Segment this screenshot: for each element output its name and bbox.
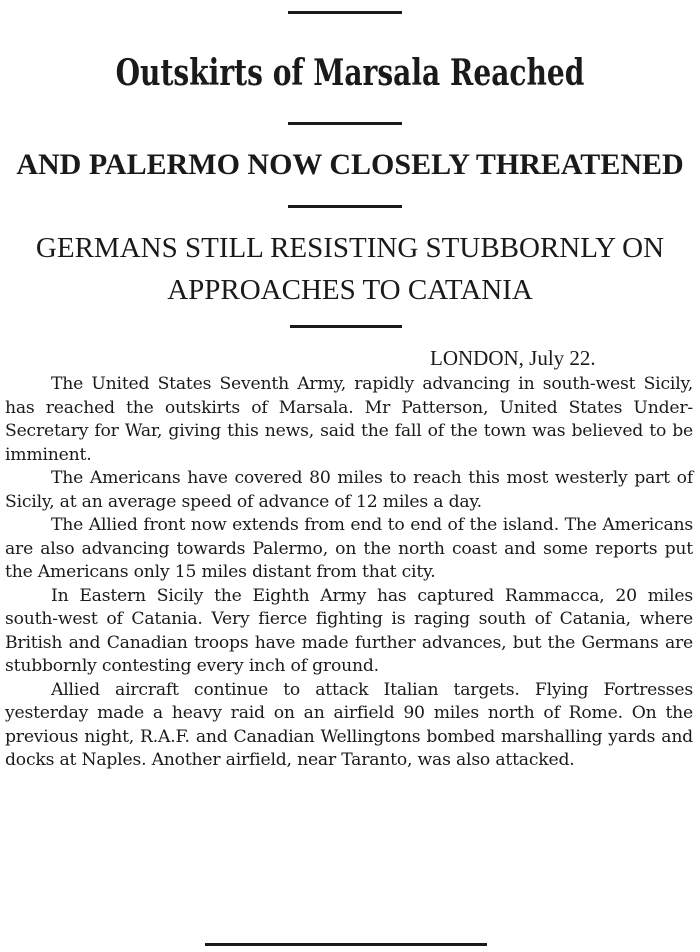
article-body	[5, 373, 693, 773]
paragraph-2: The Americans have covered 80 miles to reach this most westerly part of Sicily, at an average speed of advance of 12 miles a day.	[5, 468, 693, 512]
paragraph-4: In Eastern Sicily the Eighth Army has captured Rammacca, 20 miles south-west of Catania. Very fierce fighting is raging south of Catania, where British and Canadian troops have made further advances, but the Germans are stubbornly contesting every inch of ground.	[5, 585, 693, 676]
deck-line-2: APPROACHES TO CATANIA	[167, 274, 533, 306]
top-divider-rule	[288, 11, 402, 14]
headline-divider-rule	[288, 122, 402, 125]
subheadline: AND PALERMO NOW CLOSELY THREATENED	[16, 148, 684, 181]
dateline: LONDON, July 22.	[430, 346, 596, 370]
paragraph-3: The Allied front now extends from end to end of the island. The Americans are also advancing towards Palermo, on the north coast and some reports put the Americans only 15 miles distant from that city.	[5, 515, 693, 582]
headline: Outskirts of Marsala Reached	[115, 52, 585, 94]
deck-divider-rule	[290, 325, 402, 328]
deck-line-1: GERMANS STILL RESISTING STUBBORNLY ON	[35, 232, 665, 264]
paragraph-1: The United States Seventh Army, rapidly advancing in south-west Sicily, has reached the outskirts of Marsala. Mr Patterson, United States Under-Secretary for War, giving this news, said the fall of the town was believed to be imminent.	[5, 374, 693, 465]
subheadline-divider-rule	[288, 205, 402, 208]
deck-headline	[0, 227, 700, 311]
bottom-divider-rule	[205, 943, 487, 946]
paragraph-5: Allied aircraft continue to attack Italian targets. Flying Fortresses yesterday made a heavy raid on an airfield 90 miles north of Rome. On the previous night, R.A.F. and Canadian Wellingtons bombed marshalling yards and docks at Naples. Another airfield, near Taranto, was also attacked.	[5, 679, 693, 770]
